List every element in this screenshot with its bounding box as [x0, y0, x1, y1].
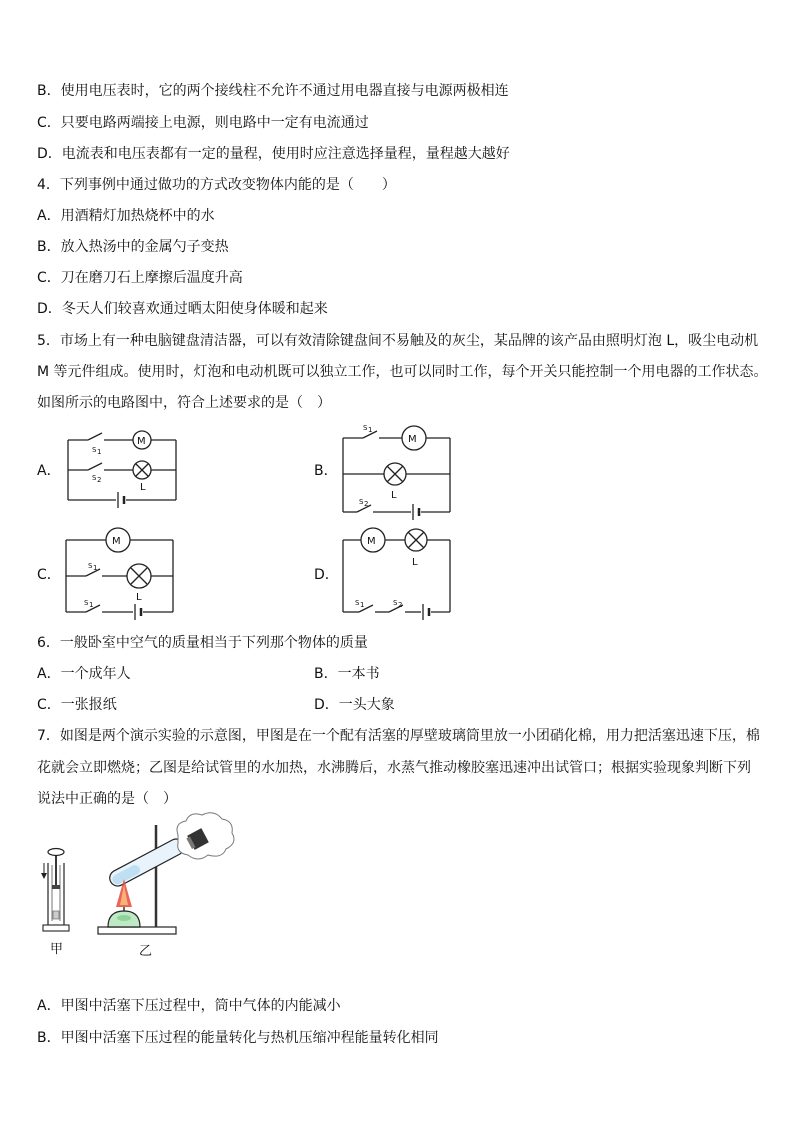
svg-text:L: L	[412, 557, 418, 568]
circuit-diagram-b	[335, 420, 460, 520]
svg-text:S: S	[393, 599, 398, 607]
svg-text:S: S	[88, 562, 93, 570]
svg-text:M: M	[137, 436, 146, 447]
circuit-diagram-c	[58, 525, 183, 620]
svg-text:2: 2	[398, 601, 403, 609]
q3-option-d: D．电流表和电压表都有一定的量程，使用时应注意选择量程，量程越大越好	[37, 146, 510, 162]
svg-text:S: S	[363, 424, 368, 432]
svg-text:1: 1	[360, 601, 365, 609]
svg-text:2: 2	[97, 476, 102, 484]
svg-text:S: S	[84, 599, 89, 607]
svg-text:S: S	[359, 498, 364, 506]
q4-option-a: A．用酒精灯加热烧杯中的水	[37, 208, 215, 224]
circuit-option-a-label: A．	[37, 463, 61, 479]
question-5-line-3: 如图所示的电路图中，符合上述要求的是（ ）	[37, 395, 331, 411]
question-7-line-1: 7．如图是两个演示实验的示意图，甲图是在一个配有活塞的厚壁玻璃筒里放一小团硝化棉，用力把活塞迅速下压，棉	[37, 728, 760, 744]
piston-cylinder-apparatus	[41, 849, 69, 932]
question-5-line-1: 5．市场上有一种电脑键盘清洁器，可以有效清除键盘间不易触及的灰尘，某品牌的该产品由照明灯泡 L，吸尘电动机	[37, 333, 759, 349]
test-tube-heating-apparatus	[98, 813, 234, 934]
question-7-line-2: 花就会立即燃烧；乙图是给试管里的水加热，水沸腾后，水蒸气推动橡胶塞迅速冲出试管口；根据实验现象判断下列	[37, 760, 751, 776]
circuit-option-d-label: D．	[314, 567, 339, 583]
svg-text:M: M	[112, 536, 121, 547]
svg-text:2: 2	[364, 500, 369, 508]
q6-option-a: A．一个成年人	[37, 666, 131, 682]
q4-option-d: D．冬天人们较喜欢通过晒太阳使身体暖和起来	[37, 301, 328, 317]
svg-text:M: M	[367, 536, 376, 547]
svg-text:S: S	[355, 599, 360, 607]
circuit-option-c-label: C．	[37, 567, 61, 583]
question-4: 4．下列事例中通过做功的方式改变物体内能的是（ ）	[37, 177, 396, 193]
question-5-line-2: M 等元件组成。使用时，灯泡和电动机既可以独立工作，也可以同时工作，每个开关只能控制一个用电器的工作状态。	[37, 364, 768, 380]
circuit-option-b-label: B．	[314, 463, 338, 479]
question-6: 6．一般卧室中空气的质量相当于下列那个物体的质量	[37, 635, 368, 651]
svg-text:L: L	[140, 482, 146, 493]
circuit-diagram-a	[60, 428, 185, 510]
circuit-diagram-d	[335, 525, 460, 620]
svg-text:1: 1	[368, 426, 373, 434]
svg-text:S: S	[92, 446, 97, 454]
question-7-line-3: 说法中正确的是（ ）	[37, 791, 177, 807]
q6-option-b: B．一本书	[314, 666, 380, 682]
figure-label-yi: 乙	[139, 944, 153, 959]
q3-option-c: C．只要电路两端接上电源，则电路中一定有电流通过	[37, 115, 369, 131]
svg-text:L: L	[136, 592, 142, 603]
q7-option-b: B．甲图中活塞下压过程的能量转化与热机压缩冲程能量转化相同	[37, 1030, 439, 1046]
svg-text:S: S	[92, 474, 97, 482]
q3-option-b: B．使用电压表时，它的两个接线柱不允许不通过用电器直接与电源两极相连	[37, 83, 509, 99]
svg-text:1: 1	[89, 601, 94, 609]
svg-text:L: L	[391, 490, 397, 501]
q4-option-b: B．放入热汤中的金属勺子变热	[37, 239, 229, 255]
q6-option-d: D．一头大象	[314, 697, 395, 713]
q4-option-c: C．刀在磨刀石上摩擦后温度升高	[37, 270, 243, 286]
figure-label-jia: 甲	[50, 942, 64, 957]
svg-text:1: 1	[93, 564, 98, 572]
svg-text:M: M	[408, 434, 417, 445]
q6-option-c: C．一张报纸	[37, 697, 117, 713]
q7-option-a: A．甲图中活塞下压过程中，筒中气体的内能减小	[37, 998, 341, 1014]
experiment-figure	[38, 815, 238, 960]
svg-text:1: 1	[97, 448, 102, 456]
